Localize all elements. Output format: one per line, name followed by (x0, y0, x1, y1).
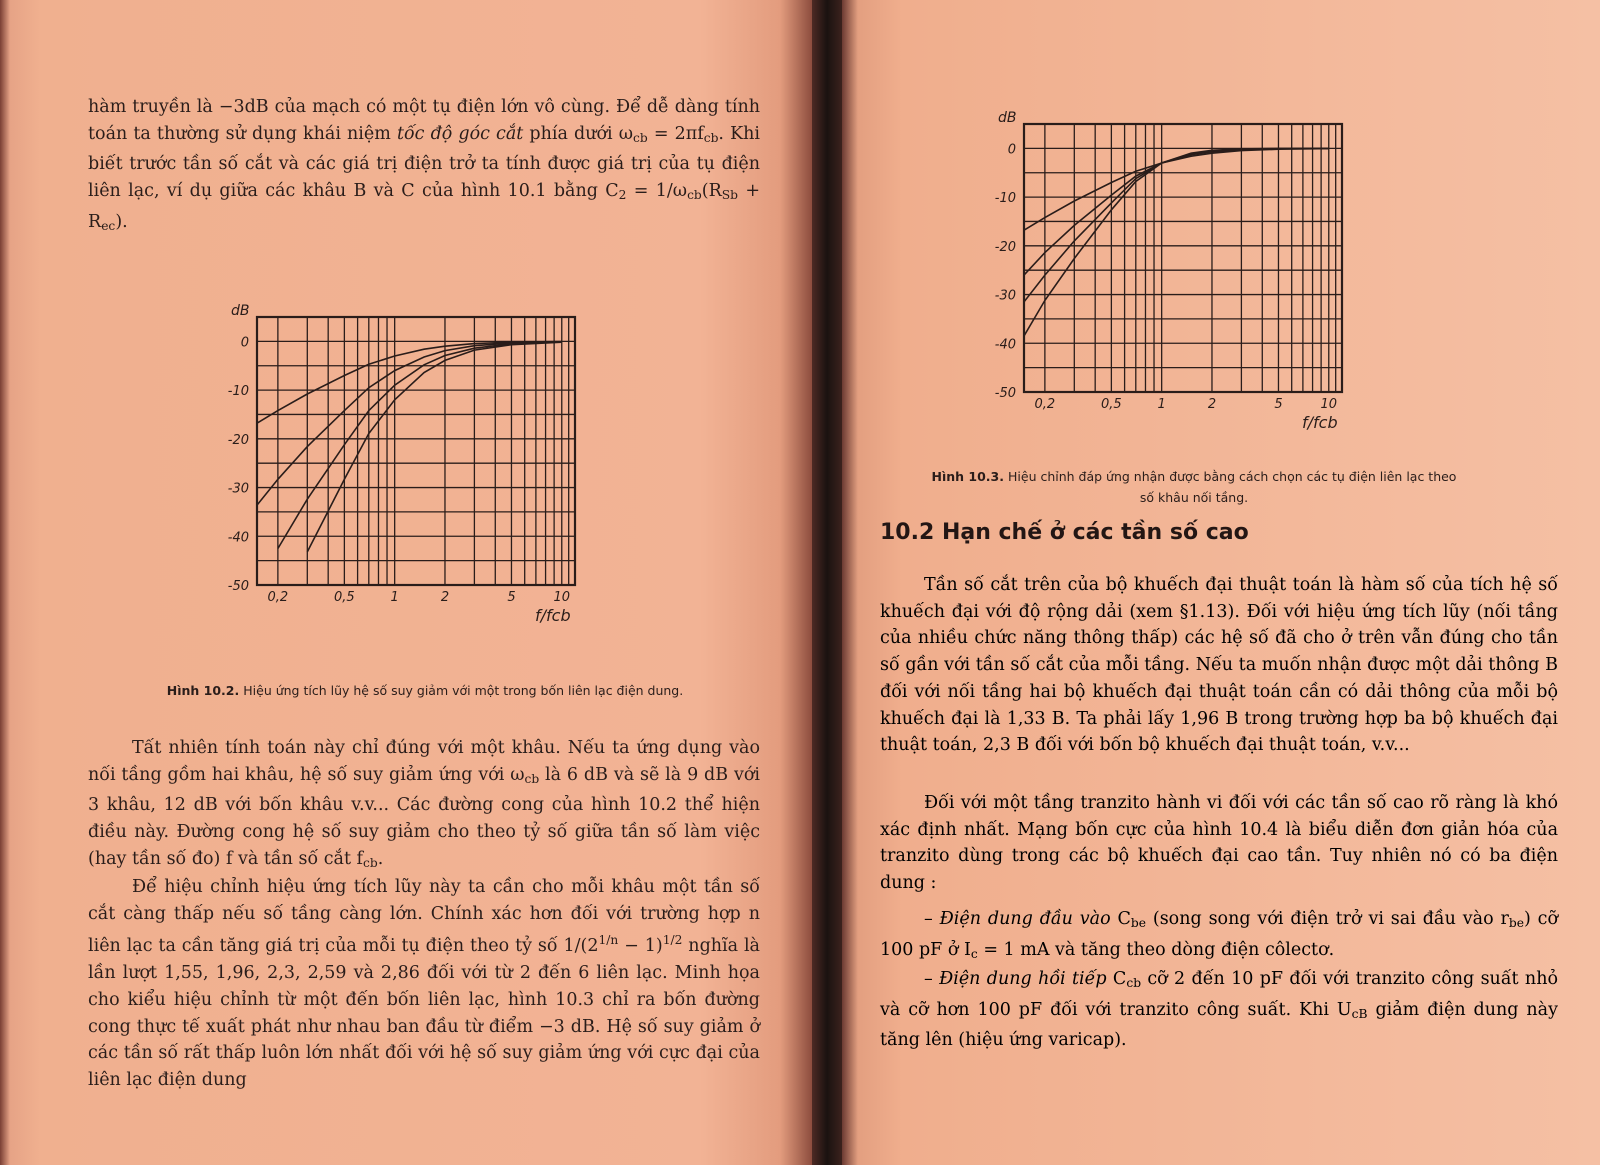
y-tick-label: -20 (994, 239, 1016, 255)
left-paragraph-3: Để hiệu chỉnh hiệu ứng tích lũy này ta cần cho mỗi khâu một tần số cắt càng thấp nếu số tầng càng lớn. Chính xác hơn đối với trường hợp n liên lạc ta cần tăng giá trị của mỗi tụ điện theo tỷ số $1/(2^{1/n} - 1)^{1/2}$ nghĩa là lần lượt 1,55, 1,96, 2,3, 2,59 và 2,86 đối với từ 2 đến 6 liên lạc. Minh họa cho kiểu hiệu chỉnh từ một đến bốn liên lạc, hình 10.3 chỉ ra bốn đường cong thực tế xuất phát như nhau ban đầu từ điểm −3 dB. Hệ số suy giảm ở các tần số rất thấp luôn lớn nhất đối với hệ số suy giảm ứng với cực đại của liên lạc điện dung (88, 877, 760, 1090)
y-axis-label: dB (998, 110, 1017, 126)
figure-10-2-chart (225, 305, 605, 635)
chart-curves (1024, 148, 1329, 336)
right-paragraph-2: Đối với một tầng tranzito hành vi đối với các tần số cao rõ ràng là khó xác định nhất. Mạng bốn cực của hình 10.4 là biểu diễn đơn giản hóa của tranzito dùng trong các bộ khuếch đại cao tần. Tuy nhiên nó có ba điện dung : (880, 793, 1558, 894)
curve-1 (1024, 149, 1329, 231)
x-tick-label: 0,2 (1034, 397, 1056, 412)
curve-4 (1024, 148, 1329, 336)
curve-4 (307, 342, 562, 552)
right-paragraph-1: Tần số cắt trên của bộ khuếch đại thuật toán là hàm số của tích hệ số khuếch đại với độ rộng dải (xem §1.13). Đối với hiệu ứng tích lũy (nối tầng của nhiều chức năng thông thấp) các hệ số đã cho ở trên vẫn đúng cho tần số gần với tần số cắt của mỗi tầng. Nếu ta muốn nhận được một dải thông B đối với nối tầng hai bộ khuếch đại thuật toán cần có dải thông của mỗi bộ khuếch đại là 1,33 B. Ta phải lấy 1,96 B trong trường hợp ba bộ khuếch đại thuật toán, 2,3 B đối với bốn bộ khuếch đại thuật toán, v.v... (880, 575, 1558, 756)
figure-10-2-text: Hiệu ứng tích lũy hệ số suy giảm với một trong bốn liên lạc điện dung. (243, 683, 684, 698)
curve-3 (1024, 148, 1329, 302)
y-tick-label: -40 (994, 337, 1016, 353)
x-axis-label: f/fcb (535, 606, 571, 625)
y-tick-label: -30 (227, 481, 249, 497)
chart-grid (257, 317, 575, 585)
y-axis-label: dB (231, 303, 250, 319)
left-paragraph-2: Tất nhiên tính toán này chỉ đúng với một khâu. Nếu ta ứng dụng vào nối tầng gồm hai khâu, hệ số suy giảm ứng với $\omega_{cb}$ là 6 dB và sẽ là 9 dB với 3 khâu, 12 dB với bốn khâu v.v... Các đường cong của hình 10.2 thể hiện điều này. Đường cong hệ số suy giảm cho theo tỷ số giữa tần số làm việc (hay tần số đo) f và tần số cắt $f_{cb}$. (88, 738, 760, 870)
y-tick-label: -20 (227, 432, 249, 448)
figure-10-3-chart (992, 112, 1372, 442)
x-tick-label: 0,5 (334, 590, 355, 605)
curve-3 (278, 342, 562, 549)
figure-10-3-text: Hiệu chỉnh đáp ứng nhận được bằng cách chọn các tụ điện liên lạc theo số khâu nối tầng. (1008, 469, 1457, 505)
x-tick-label: 10 (553, 590, 571, 605)
curve-1 (257, 342, 562, 424)
x-tick-label: 0,5 (1101, 397, 1122, 412)
figure-10-2-caption (160, 680, 690, 701)
y-tick-label: -50 (227, 579, 249, 594)
right-bullet-2: – Điện dung hồi tiếp $C_{cb}$ cỡ 2 đến 10 pF đối với tranzito công suất nhỏ và cỡ hơn 100 pF đối với tranzito công suất. Khi $U_{cB}$ giảm điện dung này tăng lên (hiệu ứng varicap). (880, 969, 1559, 1051)
x-tick-label: 2 (440, 590, 450, 605)
left-paragraph-1: hàm truyền là −3dB của mạch có một tụ điện lớn vô cùng. Để dễ dàng tính toán ta thường sử dụng khái niệm tốc độ góc cắt phía dưới $\omega_{cb} = 2\pi f_{cb}$. Khi biết trước tần số cắt và các giá trị điện trở ta tính được giá trị của tụ điện liên lạc, ví dụ giữa các khâu B và C của hình 10.1 bằng $C_2 = 1/\omega_{cb}(R_{Sb} + R_{ec})$. (88, 97, 761, 233)
y-tick-label: -30 (994, 288, 1016, 304)
plot-frame (1024, 124, 1342, 392)
y-tick-label: 0 (240, 335, 249, 351)
x-tick-label: 1 (1157, 397, 1166, 412)
plot-frame (257, 317, 575, 585)
curve-2 (1024, 148, 1329, 275)
x-tick-label: 10 (1320, 397, 1338, 412)
x-tick-label: 5 (507, 590, 516, 605)
y-tick-label: -40 (227, 530, 249, 546)
y-tick-label: -10 (994, 191, 1016, 207)
x-tick-label: 1 (390, 590, 399, 605)
chart-curves (257, 342, 562, 552)
x-axis-label: f/fcb (1302, 413, 1338, 432)
figure-10-2-label: Hình 10.2. (166, 683, 240, 698)
figure-10-3-label: Hình 10.3. (931, 469, 1005, 484)
y-tick-label: 0 (1007, 142, 1016, 158)
book-gutter (812, 0, 842, 1165)
section-title: 10.2 Hạn chế ở các tần số cao (880, 520, 1249, 545)
y-tick-label: -50 (994, 386, 1016, 401)
x-tick-label: 0,2 (267, 590, 289, 605)
y-tick-label: -10 (227, 384, 249, 400)
x-tick-label: 2 (1207, 397, 1217, 412)
chart-grid (1024, 124, 1342, 392)
x-tick-label: 5 (1274, 397, 1283, 412)
right-bullet-1: – Điện dung đầu vào $C_{be}$ (song song với điện trở vi sai đầu vào $r_{be}$) cỡ 100 pF ở $I_c = 1$ mA và tăng theo dòng điện côlectơ. (880, 909, 1559, 961)
figure-10-3-caption (924, 466, 1464, 508)
